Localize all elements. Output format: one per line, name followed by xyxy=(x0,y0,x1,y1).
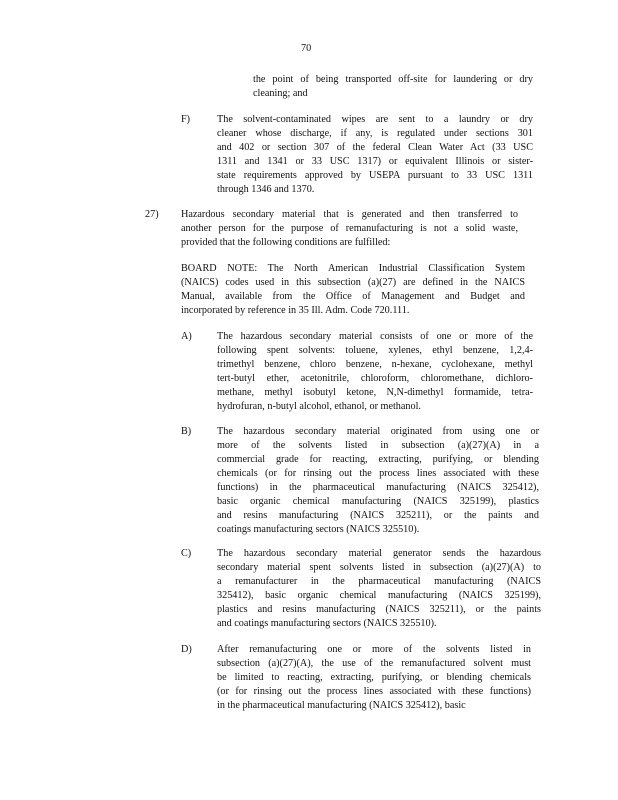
text-line: basic organic chemical manufacturing (NAICS 325199), plastics xyxy=(217,496,539,507)
text-line: The hazardous secondary material consists of one or more of the xyxy=(217,331,533,342)
text-line: The solvent-contaminated wipes are sent to a laundry or dry xyxy=(217,114,533,125)
text-line: secondary material spent solvents listed in subsection (a)(27)(A) to xyxy=(217,562,541,573)
text-line: another person for the purpose of remanufacturing is not a solid waste, xyxy=(181,223,518,234)
text-line: the point of being transported off-site for laundering or dry xyxy=(253,74,533,85)
text-line: incorporated by reference in 35 Ill. Adm. Code 720.111. xyxy=(181,305,410,316)
text-line: cleaner whose discharge, if any, is regulated under sections 301 xyxy=(217,128,533,139)
text-line: following spent solvents: toluene, xylenes, ethyl benzene, 1,2,4- xyxy=(217,345,533,356)
text-line: chemicals (or for rinsing out the process lines associated with these xyxy=(217,468,539,479)
text-line: trimethyl benzene, chloro benzene, n-hexane, cyclohexane, methyl xyxy=(217,359,533,370)
sub-b-text xyxy=(217,425,539,537)
text-line: and 402 or section 307 of the federal Clean Water Act (33 USC xyxy=(217,142,533,153)
text-line: BOARD NOTE: The North American Industrial Classification System xyxy=(181,263,525,274)
sub-a-label: A) xyxy=(181,331,192,342)
text-line: and resins manufacturing (NAICS 325211), or the paints and xyxy=(217,510,539,521)
text-line: The hazardous secondary material generator sends the hazardous xyxy=(217,548,541,559)
sub-d-label: D) xyxy=(181,644,192,655)
sub-b-label: B) xyxy=(181,426,192,437)
text-line: Manual, available from the Office of Management and Budget and xyxy=(181,291,525,302)
text-line: 325412), basic organic chemical manufacturing (NAICS 325199), xyxy=(217,590,541,601)
text-line: methane, methyl isobutyl ketone, N,N-dimethyl formamide, tetra- xyxy=(217,387,533,398)
text-line: state requirements approved by USEPA pursuant to 33 USC 1311 xyxy=(217,170,533,181)
text-line: be limited to reacting, extracting, purifying, or blending chemicals xyxy=(217,672,531,683)
page-number: 70 xyxy=(301,43,312,54)
text-line: more of the solvents listed in subsection (a)(27)(A) in a xyxy=(217,440,539,451)
item-27-text xyxy=(181,208,518,250)
text-line: in the pharmaceutical manufacturing (NAICS 325412), basic xyxy=(217,700,466,711)
sub-c-label: C) xyxy=(181,548,192,559)
text-line: functions) in the pharmaceutical manufacturing (NAICS 325412), xyxy=(217,482,539,493)
text-line: The hazardous secondary material originated from using one or xyxy=(217,426,539,437)
board-note xyxy=(181,262,525,318)
text-line: coatings manufacturing sectors (NAICS 325510). xyxy=(217,524,420,535)
carry-over-paragraph xyxy=(253,73,533,101)
text-line: provided that the following conditions are fulfilled: xyxy=(181,237,391,248)
sub-c-text xyxy=(217,547,541,631)
text-line: After remanufacturing one or more of the solvents listed in xyxy=(217,644,531,655)
item-27-label: 27) xyxy=(145,209,159,220)
text-line: a remanufacturer in the pharmaceutical manufacturing (NAICS xyxy=(217,576,541,587)
text-line: plastics and resins manufacturing (NAICS 325211), or the paints xyxy=(217,604,541,615)
item-f-text xyxy=(217,113,533,197)
text-line: Hazardous secondary material that is generated and then transferred to xyxy=(181,209,518,220)
sub-a-text xyxy=(217,330,533,414)
text-line: cleaning; and xyxy=(253,88,308,99)
text-line: 1311 and 1341 or 33 USC 1317) or equivalent Illinois or sister- xyxy=(217,156,533,167)
item-f-label: F) xyxy=(181,114,191,125)
text-line: hydrofuran, n-butyl alcohol, ethanol, or methanol. xyxy=(217,401,421,412)
text-line: through 1346 and 1370. xyxy=(217,184,315,195)
sub-d-text xyxy=(217,643,531,713)
text-line: subsection (a)(27)(A), the use of the remanufactured solvent must xyxy=(217,658,531,669)
text-line: tert-butyl ether, acetonitrile, chloroform, chloromethane, dichloro- xyxy=(217,373,533,384)
text-line: commercial grade for reacting, extracting, purifying, or blending xyxy=(217,454,539,465)
text-line: (NAICS) codes used in this subsection (a)(27) are defined in the NAICS xyxy=(181,277,525,288)
text-line: and coatings manufacturing sectors (NAICS 325510). xyxy=(217,618,437,629)
text-line: (or for rinsing out the process lines associated with these functions) xyxy=(217,686,531,697)
